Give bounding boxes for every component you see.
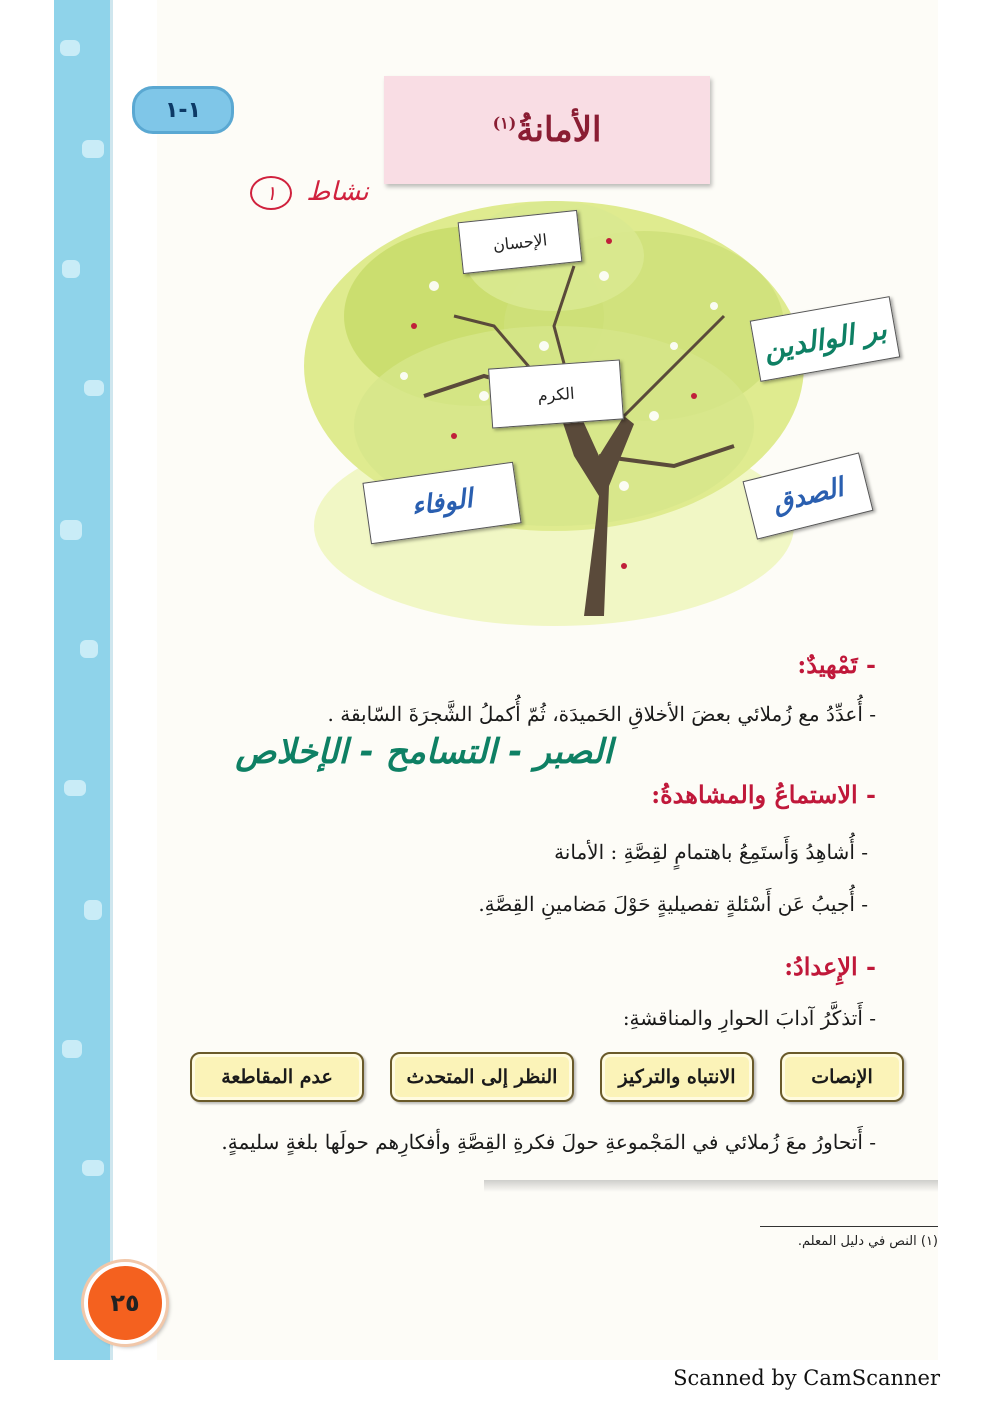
- textbook-page: [54, 0, 938, 1360]
- scanner-watermark: Scanned by CamScanner: [673, 1366, 940, 1390]
- lesson-number-badge: ١-١: [132, 86, 234, 134]
- activity-number: ١: [250, 176, 292, 210]
- card-text-ihsan: الإحسان: [491, 229, 549, 255]
- section-title-listening: - الاستماعُ والمشاهدةُ:: [651, 780, 876, 809]
- footnote-rule: [760, 1226, 938, 1227]
- title-footnote-mark: (١): [492, 113, 517, 133]
- listening-line-2: - أُجيبُ عَن أَسْئلةٍ تفصيليةٍ حَوْلَ مَضامينِ القِصَّةِ.: [478, 892, 868, 916]
- section-title-preparation: - الإِعدادُ:: [784, 952, 876, 981]
- listening-line-1: - أُشاهِدُ وَأَستَمِعُ باهتمامٍ لقِصَّةِ : الأمانة: [554, 840, 868, 864]
- preparation-line-1: - أَتذكَّرُ آدابَ الحوارِ والمناقشةِ:: [622, 1006, 876, 1030]
- decorative-side-strip: [54, 0, 110, 1360]
- preparation-line-2: - أَتحاورُ معَ زُملائي في المَجْموعةِ حولَ فكرةِ القِصَّةِ وأفكارِهم حولَها بلغةٍ سليمةٍ.: [221, 1130, 876, 1154]
- etiquette-pill-look-at-speaker: النظر إلى المتحدث: [390, 1052, 574, 1102]
- page-edge: [110, 0, 157, 1360]
- footnote: (١) النص في دليل المعلم.: [797, 1234, 938, 1249]
- section-title-intro: - تَمْهيدٌ:: [797, 650, 876, 679]
- etiquette-pill-attention: الانتباه والتركيز: [600, 1052, 754, 1102]
- card-text-birr: بر الوالدين: [761, 311, 889, 367]
- virtues-tree-illustration: [254, 196, 889, 626]
- tree-card-karam: [488, 359, 624, 428]
- lesson-title: [493, 110, 602, 150]
- lesson-title-box: [384, 76, 710, 184]
- lesson-title-text: الأمانةُ: [516, 110, 602, 150]
- card-text-karam: الكرم: [536, 383, 576, 405]
- page-fold-shadow: [484, 1180, 938, 1192]
- dialogue-etiquette-list: [174, 1052, 904, 1106]
- card-text-sidq: الصدق: [769, 472, 847, 520]
- handwritten-answer: الصبر - التسامح - الإخلاص: [235, 732, 613, 772]
- etiquette-pill-listening: الإنصات: [780, 1052, 904, 1102]
- card-text-wafa: الوفاء: [409, 483, 475, 523]
- activity-label: نشاط: [306, 177, 369, 207]
- etiquette-pill-no-interrupting: عدم المقاطعة: [190, 1052, 364, 1102]
- intro-instruction: - أُعدِّدُ مع زُملائي بعضَ الأخلاقِ الحَميدَة، ثُمّ أُكملُ الشَّجرَةَ السّابقة .: [327, 702, 876, 726]
- page-number-badge: ٢٥: [84, 1262, 166, 1344]
